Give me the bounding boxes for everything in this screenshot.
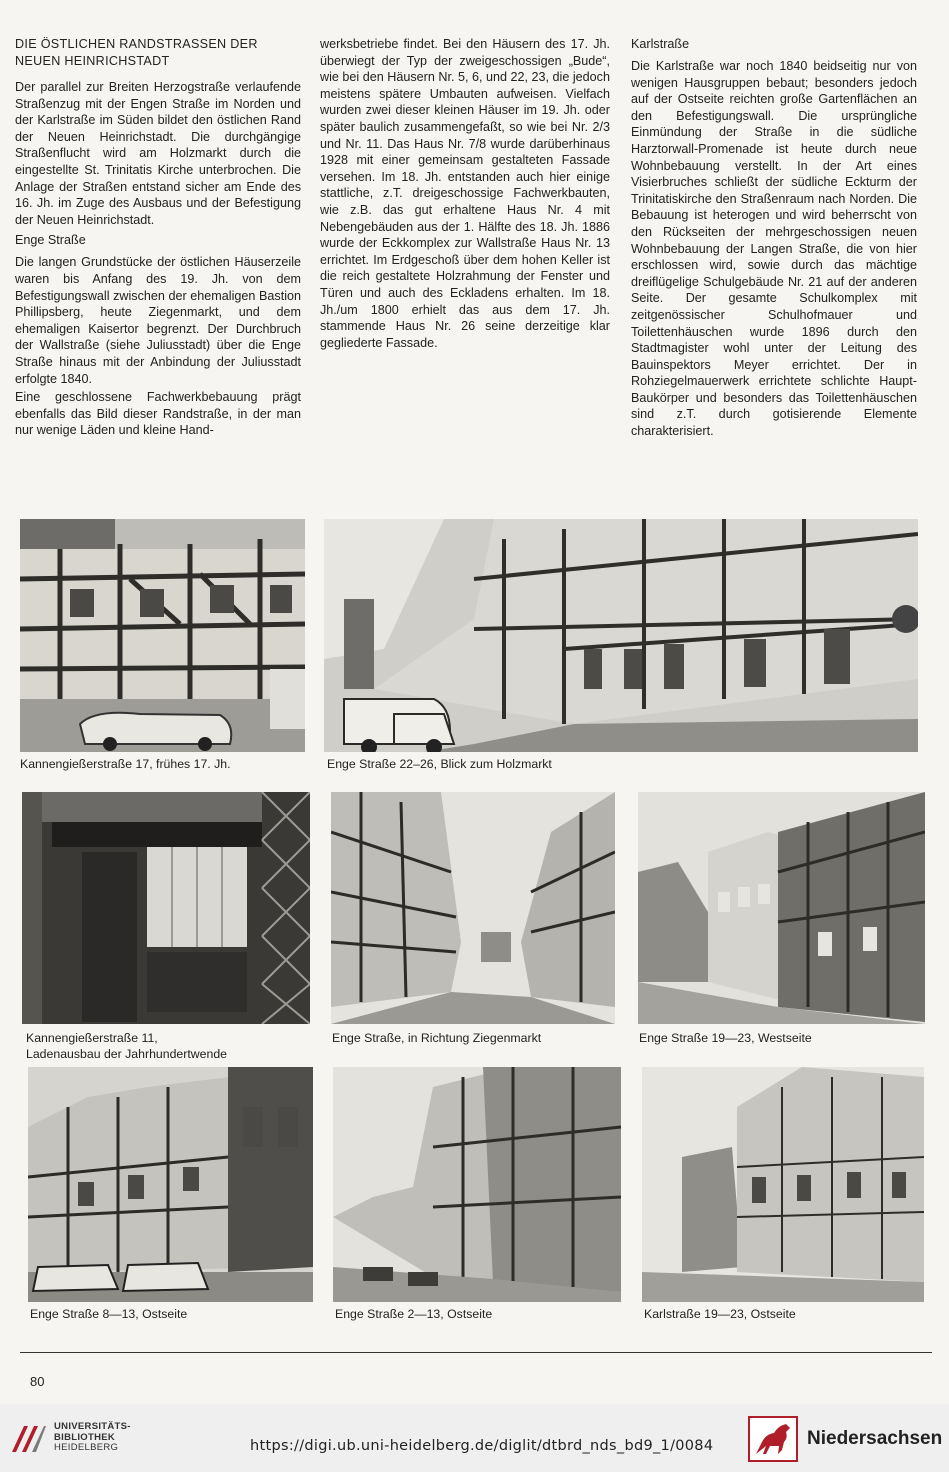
caption-3a: Kannengießerstraße 11, <box>26 1031 158 1045</box>
karl-paragraph: Die Karlstraße war noch 1840 beidseitig nur von wenigen Hausgruppen bebaut; besonders jedoch auf der Ostseite reichten große Gartenflächen an den Befestigungswall. Die ursprüngliche Einmündung der Straße in die südliche Harztorwall-Promenade ist heute durch neue Wohnbebauung verstellt. In der Art eines Visierbruches schließt der südliche Eckturm der Trinitatiskirche den Straßenraum nach Norden. Die Bebauung ist heterogen und wird beherrscht von den Rückseiten der mehrgeschossigen neuen Wohnbebauung der Langen Straße, die von hier erschlossen wird, sowie durch das mächtige dreiflügelige Schulgebäude Nr. 21 auf der anderen Seite. Der gesamte Schulkomplex mit zeitgenössischer Schulhofmauer und Toilettenhäuschen wurde 1896 durch den Stadtmagister wohl unter der Leitung des Bauinspektors Meyer errichtet. Der in Rohziegelmauerwerk errichtete schlichte Haupt-Baukörper und besonders das Toilettenhäuschen sind z.T. durch gotisierende Elemente charakterisiert. <box>631 59 917 439</box>
column-3 <box>631 36 917 442</box>
photo-kannengiesserstrasse-11 <box>22 792 310 1024</box>
column-1 <box>15 36 301 441</box>
enge-paragraph-1: Die langen Grundstücke der östlichen Häuserzeile waren bis Anfang des 19. Jh. von dem Befestigungswall zwischen der ehemaligen Bastion Phillipsberg, heute Ziegenmarkt, und dem ehemaligen Kaisertor begrenzt. Der Durchbruch der Wallstraße (siehe Juliusstadt) über die Enge Straße hinaus mit der Anbindung der Juliusstadt erfolgte 1840. <box>15 255 301 386</box>
caption-8: Karlstraße 19—23, Ostseite <box>644 1307 796 1321</box>
subheading-karlstrasse: Karlstraße <box>631 37 690 51</box>
library-line-3: HEIDELBERG <box>54 1442 119 1453</box>
photo-enge-strasse-22-26 <box>324 519 918 752</box>
photo-kannengiesserstrasse-17 <box>20 519 305 752</box>
library-name <box>54 1422 131 1454</box>
section-heading: DIE ÖSTLICHEN RANDSTRASSEN DER NEUEN HEINRICHSTADT <box>15 37 258 68</box>
column-2 <box>320 36 610 353</box>
enge-paragraph-2: Eine geschlossene Fachwerkbebauung prägt ebenfalls das Bild dieser Randstraße, in der man nur wenige Läden und kleine Hand- <box>15 390 301 438</box>
caption-5: Enge Straße 19—23, Westseite <box>639 1031 812 1045</box>
university-library-logo-icon <box>10 1424 46 1454</box>
intro-paragraph: Der parallel zur Breiten Herzogstraße verlaufende Straßenzug mit der Engen Straße im Norden und der Karlstraße im Süden bildet den östlichen Rand der Neuen Heinrichstadt. Die durchgängige Straßenflucht wird am Holzmarkt durch die eingestellte St. Trinitatis Kirche unterbrochen. Die Anlage der Straßen entstand sicher am Ende des 16. Jh. im Zuge des Ausbaus und der Befestigung der Neuen Heinrichstadt. <box>15 80 301 227</box>
bottom-rule <box>20 1352 932 1353</box>
caption-1: Kannengießerstraße 17, frühes 17. Jh. <box>20 757 231 771</box>
caption-2: Enge Straße 22–26, Blick zum Holzmarkt <box>327 757 552 771</box>
page-number: 80 <box>30 1374 45 1389</box>
caption-7: Enge Straße 2—13, Ostseite <box>335 1307 493 1321</box>
photo-enge-strasse-19-23 <box>638 792 925 1024</box>
niedersachsen-horse-icon <box>748 1416 798 1462</box>
library-line-2: BIBLIOTHEK <box>54 1431 116 1443</box>
photo-karlstrasse-19-23 <box>642 1067 924 1302</box>
enge-paragraph-3: werksbetriebe findet. Bei den Häusern des 17. Jh. überwiegt der Typ der zweigeschossigen „Bude“, wie bei den Häusern Nr. 5, 6, und 22, 23, die jedoch meistens spätere Umbauten aufweisen. Vielfach wurden zwei dieser kleinen Häuser im 19. Jh. oder später baulich zusammengefaßt, so wie bei Nr. 2/3 und Nr. 11. Das Haus Nr. 7/8 wurde darüberhinaus 1928 mit einer gemeinsam gestalteten Fassade versehen. Im 18. Jh. entstanden auch hier einige stattliche, z.T. dreigeschossige Fachwerkbauten, wie z.B. das gut erhaltene Haus Nr. 4 mit Nebengebäuden aus der 1. Hälfte des 18. Jh. 1886 wurde der Eckkomplex zur Wallstraße Haus Nr. 13 errichtet. Im Erdgeschoß über dem hohen Keller ist die reich gestaltete Holzrahmung der Fenster und Türen und auch des Eckladens erhalten. Im 18. Jh./um 1800 erhielt das aus dem 17. Jh. stammende Haus Nr. 26 seine derzeitige klar gegliederte Fassade. <box>320 37 610 350</box>
source-url-link[interactable]: https://digi.ub.uni-heidelberg.de/diglit/dtbrd_nds_bd9_1/0084 <box>250 1438 714 1454</box>
caption-4: Enge Straße, in Richtung Ziegenmarkt <box>332 1031 542 1045</box>
photo-enge-strasse-2-13 <box>333 1067 621 1302</box>
footer-bar <box>0 1404 949 1472</box>
photo-enge-strasse-ziegenmarkt <box>331 792 615 1024</box>
state-name: Niedersachsen <box>807 1428 943 1449</box>
caption-3b: Ladenausbau der Jahrhundertwende <box>26 1047 228 1061</box>
caption-6: Enge Straße 8—13, Ostseite <box>30 1307 188 1321</box>
library-line-1: UNIVERSITÄTS- <box>54 1421 131 1432</box>
subheading-enge-strasse: Enge Straße <box>15 233 86 248</box>
photo-enge-strasse-8-13 <box>28 1067 313 1302</box>
